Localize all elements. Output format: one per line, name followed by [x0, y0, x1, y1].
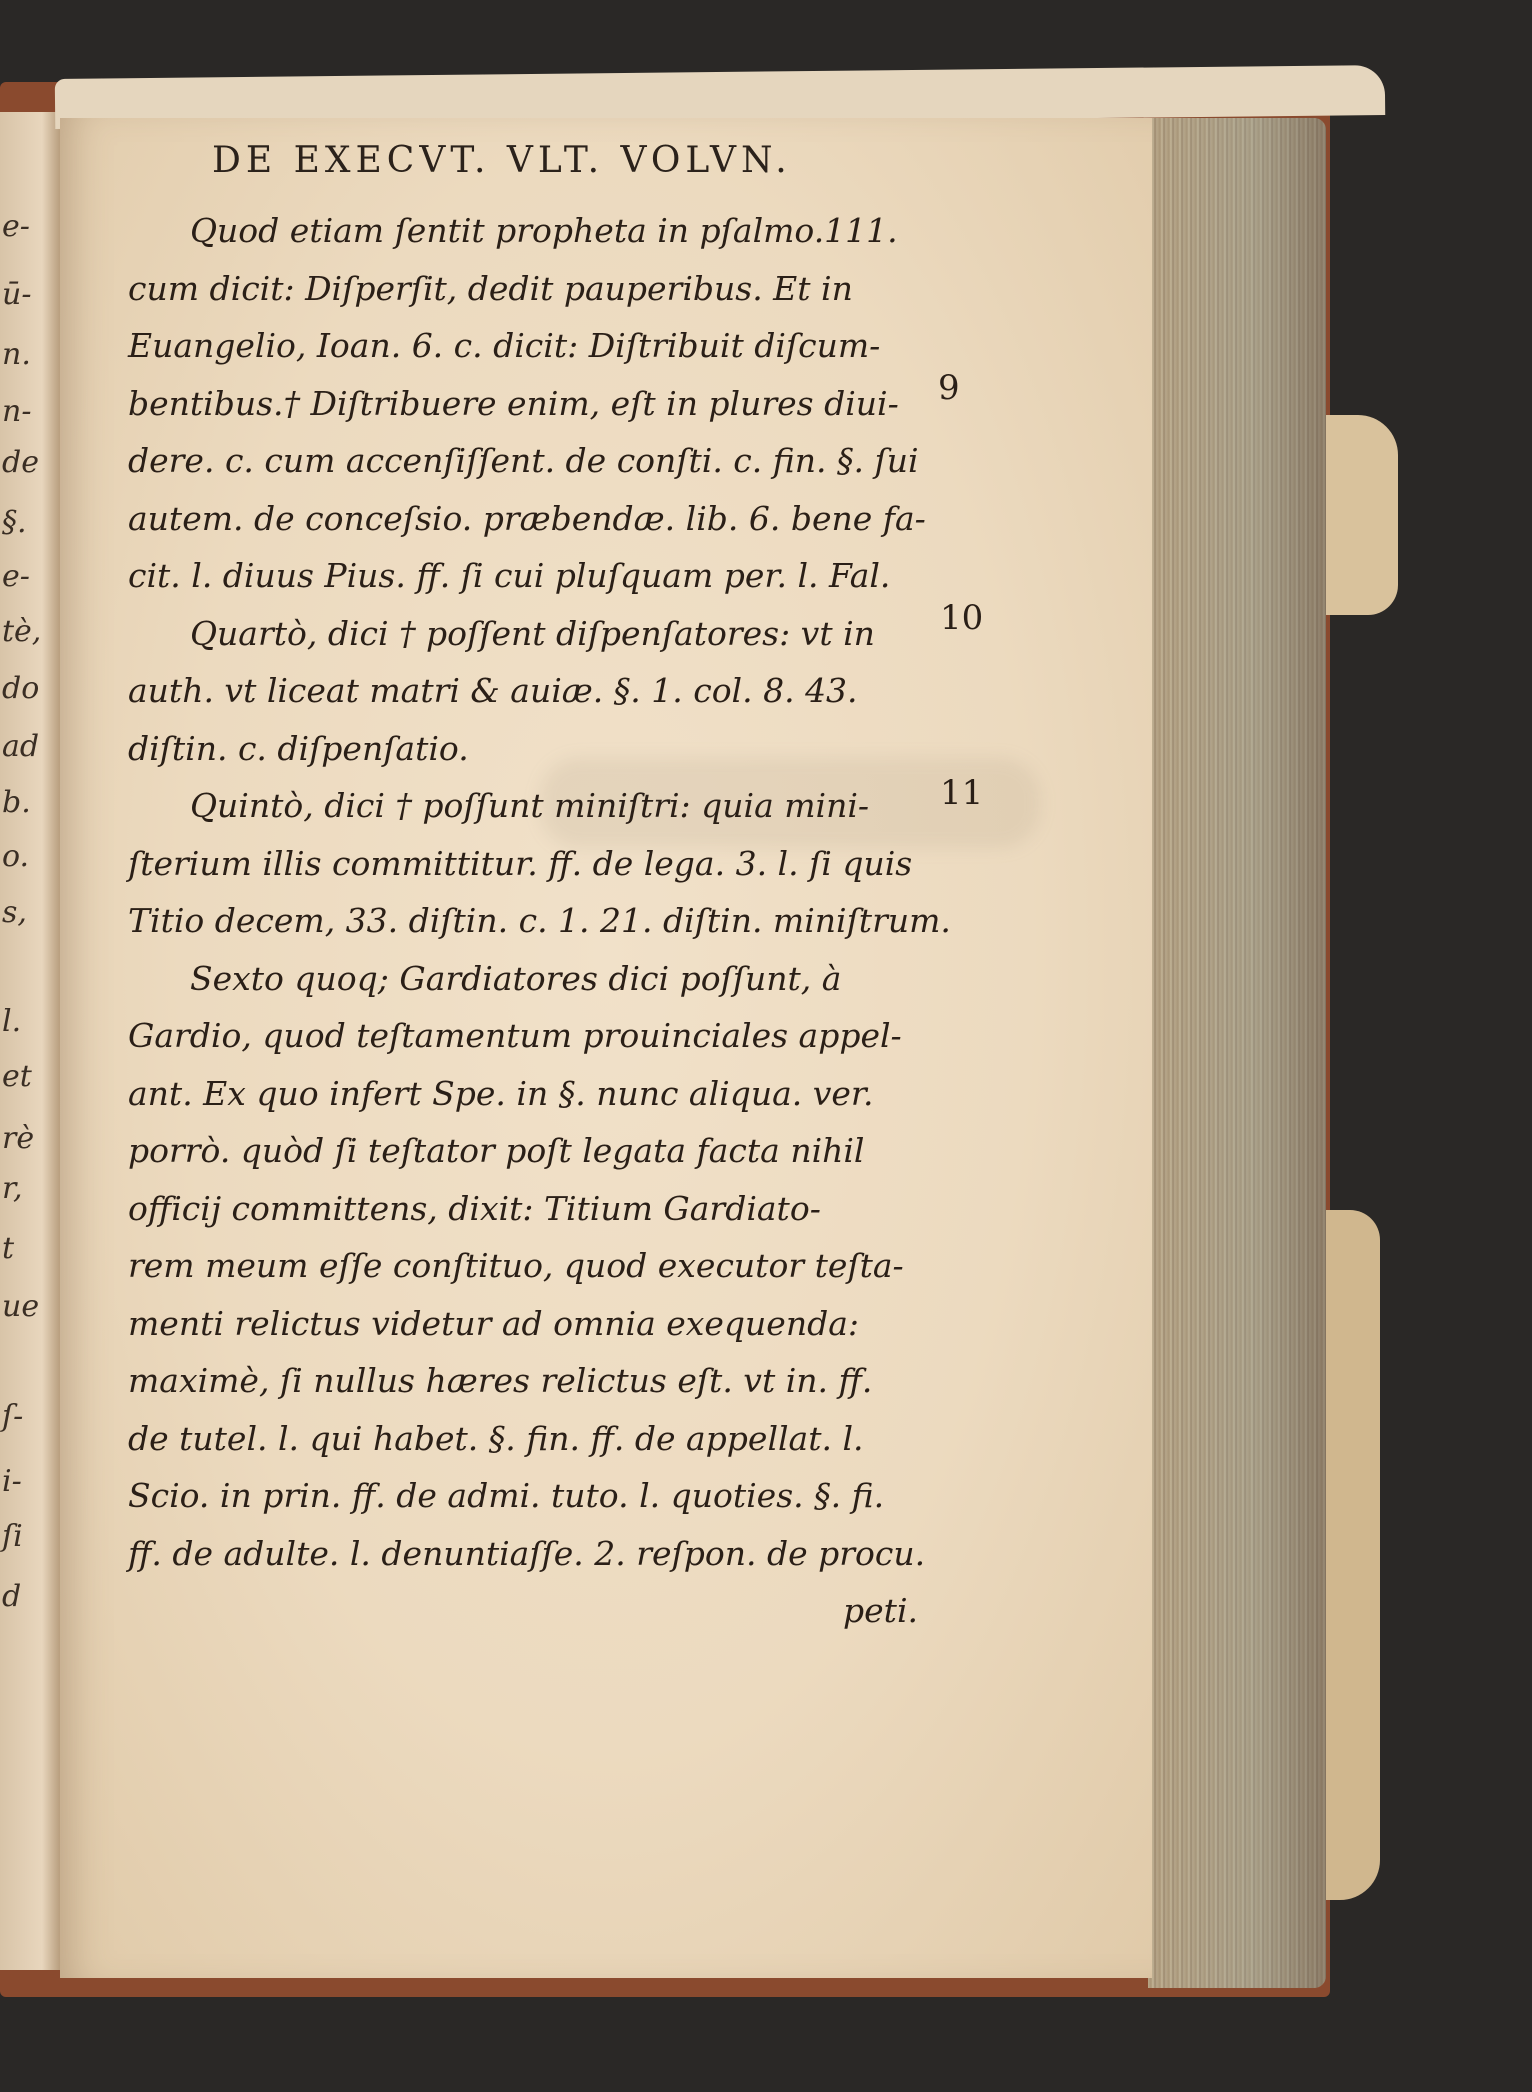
- body-text: [128, 202, 951, 1640]
- text-line: Quintò, dici † poſſunt miniſtri: quia mini-: [190, 786, 870, 825]
- left-fragment-5: de: [2, 445, 39, 480]
- text-line: Scio. in prin. ff. de admi. tuto. l. quoties. §. fi.: [128, 1476, 885, 1515]
- text-line: cum dicit: Diſperſit, dedit pauperibus. Et in: [128, 268, 853, 308]
- text-line: ant. Ex quo infert Spe. in §. nunc aliqua. ver.: [128, 1073, 874, 1113]
- left-fragment-22: ſi: [2, 1519, 23, 1554]
- left-fragment-10: ad: [2, 729, 40, 764]
- left-fragment-12: o.: [2, 839, 30, 874]
- left-fragment-6: §.: [2, 505, 27, 540]
- text-line: Gardio, quod teſtamentum prouinciales appel-: [128, 1016, 902, 1055]
- margin-note-number: 10: [940, 598, 984, 638]
- left-fragment-7: e-: [2, 559, 30, 594]
- left-fragment-19: ue: [2, 1289, 40, 1324]
- left-fragment-16: rè: [2, 1121, 35, 1156]
- left-fragment-4: n-: [2, 394, 32, 429]
- page-edge-tab: [1320, 415, 1398, 615]
- text-line: auth. vt liceat matri & auiæ. §. 1. col. 8. 43.: [128, 671, 858, 710]
- left-fragment-14: l.: [2, 1004, 22, 1039]
- left-fragment-3: n.: [2, 337, 31, 372]
- left-fragment-15: et: [2, 1059, 32, 1094]
- text-line: Titio decem, 33. diſtin. c. 1. 21. diſtin. miniſtrum.: [128, 901, 951, 940]
- text-line: Quod etiam ſentit propheta in pſalmo.111.: [190, 211, 898, 250]
- left-page-fragment: [0, 112, 60, 1970]
- left-fragment-11: b.: [2, 785, 31, 820]
- text-line: Quartò, dici † poſſent diſpenſatores: vt in: [190, 613, 875, 653]
- text-line: maximè, ſi nullus hæres relictus eſt. vt in. ff.: [128, 1361, 873, 1400]
- text-line: menti relictus videtur ad omnia exequenda:: [128, 1303, 860, 1343]
- text-line: dere. c. cum accenſiſſent. de conſti. c. fin. §. ſui: [128, 441, 919, 480]
- text-line: Sexto quoq; Gardiatores dici poſſunt, à: [190, 958, 842, 998]
- left-fragment-13: s,: [2, 895, 27, 930]
- text-line: Euangelio, Ioan. 6. c. dicit: Diſtribuit diſcum-: [128, 326, 881, 365]
- text-line: bentibus.† Diſtribuere enim, eſt in plures diui-: [128, 383, 899, 423]
- fore-edge-shading: [1148, 118, 1326, 1988]
- left-fragment-1: e-: [2, 209, 30, 244]
- left-fragment-20: ſ-: [2, 1399, 24, 1434]
- left-fragment-21: i-: [2, 1464, 22, 1499]
- text-line: porrò. quòd ſi teſtator poſt legata facta nihil: [128, 1131, 865, 1170]
- left-fragment-17: r,: [2, 1171, 23, 1206]
- text-line: ff. de adulte. l. denuntiaſſe. 2. reſpon. de procu.: [128, 1533, 926, 1573]
- text-line: officij committens, dixit: Titium Gardiato-: [128, 1188, 821, 1228]
- text-line: diſtin. c. diſpenſatio.: [128, 728, 469, 768]
- running-head: DE EXECVT. VLT. VOLVN.: [212, 140, 792, 181]
- text-line: autem. de conceſsio. præbendæ. lib. 6. bene fa-: [128, 498, 926, 538]
- catchword: peti.: [843, 1591, 918, 1630]
- margin-note-number: 11: [940, 773, 984, 813]
- left-fragment-2: ū-: [2, 277, 32, 312]
- text-line: cit. l. diuus Pius. ff. ſi cui pluſquam per. l. Fal.: [128, 556, 891, 595]
- page-edge-tab-lower: [1320, 1210, 1380, 1900]
- left-fragment-9: do: [2, 671, 40, 706]
- text-line: ſterium illis committitur. ff. de lega. 3. l. ſi quis: [128, 843, 913, 883]
- left-fragment-8: tè,: [2, 614, 42, 649]
- left-fragment-18: t: [2, 1231, 15, 1266]
- text-line: de tutel. l. qui habet. §. fin. ff. de appellat. l.: [128, 1418, 864, 1458]
- margin-note-number: 9: [938, 368, 960, 408]
- left-fragment-23: d: [2, 1579, 22, 1614]
- text-line: rem meum eſſe conſtituo, quod executor teſta-: [128, 1246, 904, 1285]
